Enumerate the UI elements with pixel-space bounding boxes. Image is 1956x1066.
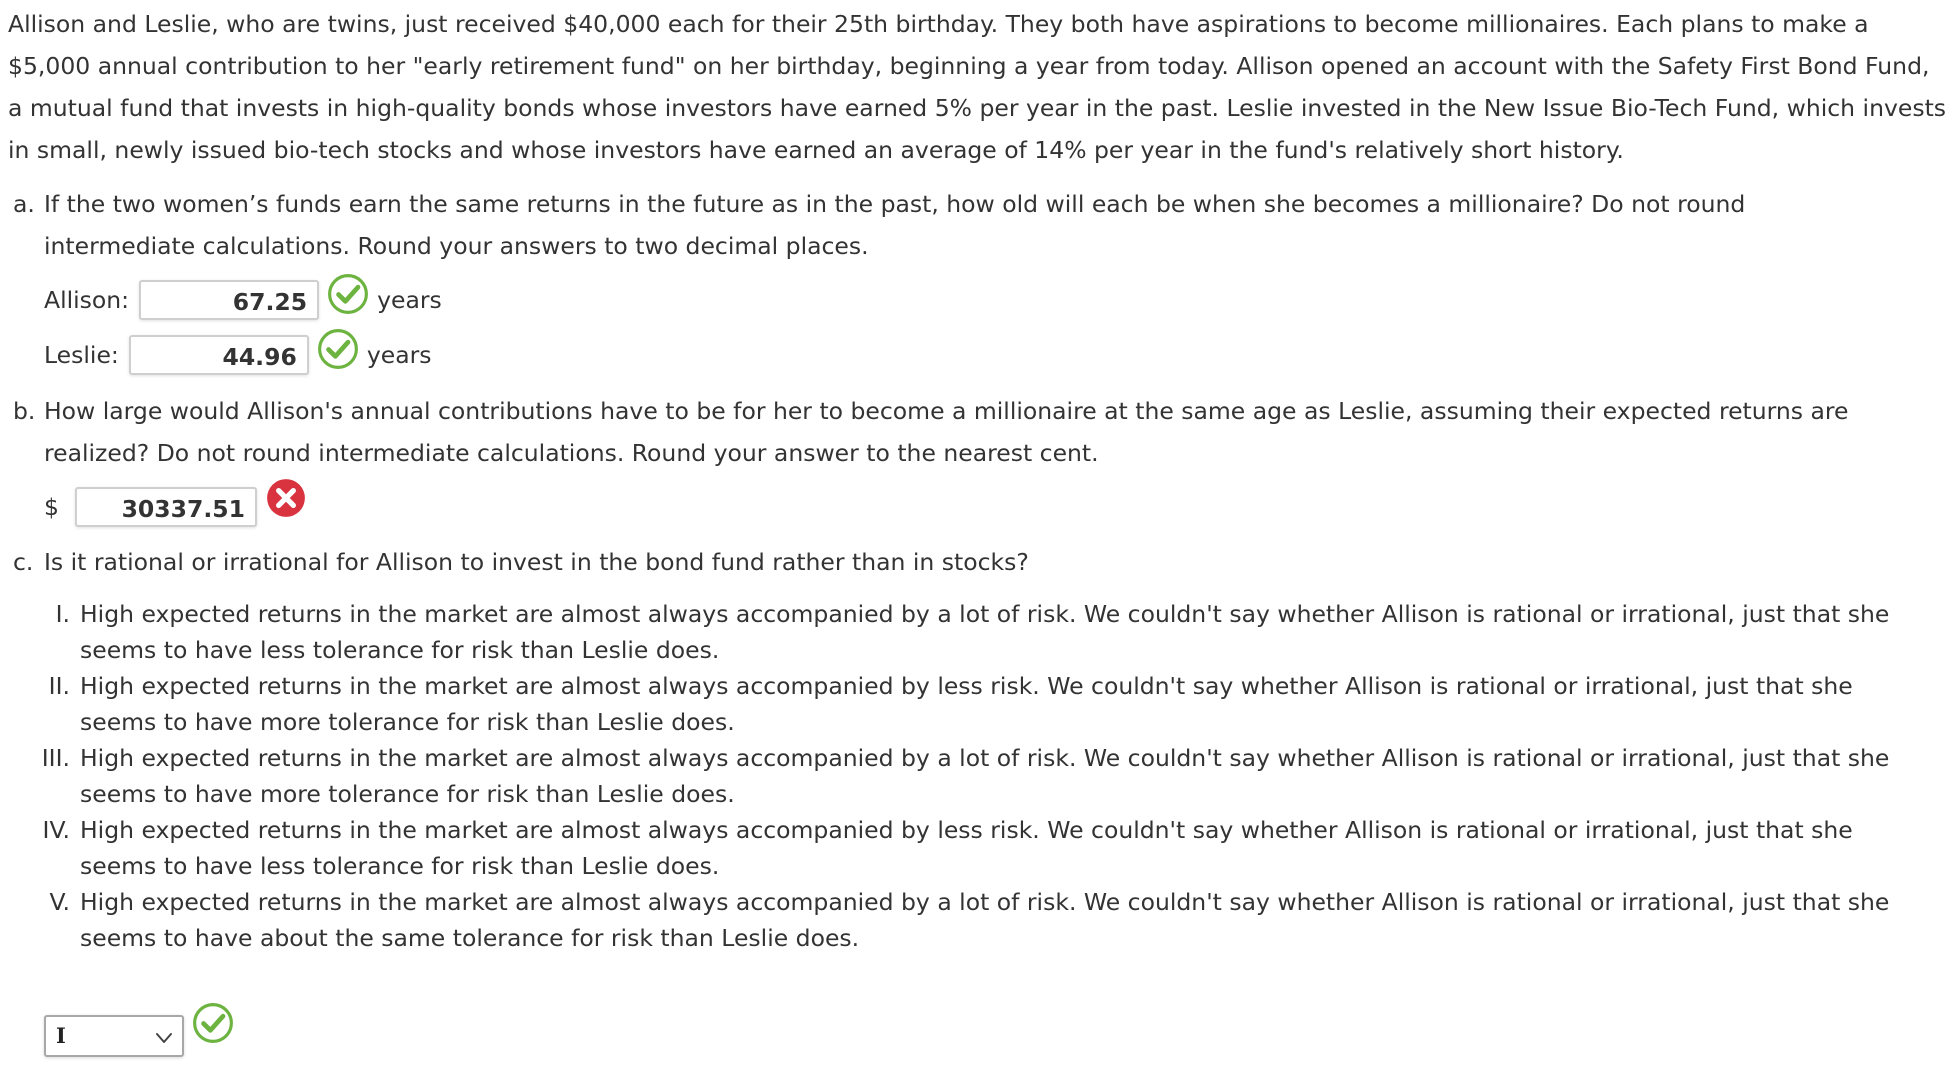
part-a-label: a. <box>13 190 35 218</box>
allison-age-input[interactable]: 67.25 <box>139 280 319 320</box>
allison-label: Allison: <box>44 286 130 314</box>
currency-symbol: $ <box>44 493 59 521</box>
option-number: I. <box>55 600 70 628</box>
part-b-question <box>13 390 1849 432</box>
option-item <box>0 884 1956 956</box>
option-text-line2: seems to have more tolerance for risk than Leslie does. <box>80 708 735 736</box>
check-circle-icon <box>192 1002 234 1044</box>
contribution-answer-row <box>44 486 307 528</box>
leslie-label: Leslie: <box>44 341 119 369</box>
option-text-line2: seems to have less tolerance for risk than Leslie does. <box>80 852 720 880</box>
part-c-text: Is it rational or irrational for Allison to invest in the bond fund rather than in stocks? <box>44 548 1029 576</box>
option-text-line1: High expected returns in the market are almost always accompanied by less risk. We couldn't say whether Allison is rational or irrational, just that she <box>80 672 1853 700</box>
option-item <box>0 740 1956 812</box>
part-b-label: b. <box>13 397 36 425</box>
part-a-text-line1: If the two women’s funds earn the same returns in the future as in the past, how old will each be when she becomes a millionaire? Do not round <box>44 190 1746 218</box>
option-text-line1: High expected returns in the market are almost always accompanied by less risk. We couldn't say whether Allison is rational or irrational, just that she <box>80 816 1853 844</box>
part-b-text-line1: How large would Allison's annual contributions have to be for her to become a millionaire at the same age as Leslie, assuming their expected returns are <box>44 397 1849 425</box>
part-a-question <box>13 183 1745 225</box>
problem-statement: Allison and Leslie, who are twins, just received $40,000 each for their 25th birthday. They both have aspirations to become millionaires. Each plans to make a $5,000 annual contribution to her "early retirement fund" on her birthday, beginning a year from today. Allison opened an account with the Safety First Bond Fund, a mutual fund that invests in high-quality bonds whose investors have earned 5% per year in the past. Leslie invested in the New Issue Bio-Tech Fund, which invests in small, newly issued bio-tech stocks and whose investors have earned an average of 14% per year in the fund's relatively short history. <box>8 10 1947 164</box>
option-text-line1: High expected returns in the market are almost always accompanied by a lot of risk. We couldn't say whether Allison is rational or irrational, just that she <box>80 600 1890 628</box>
answer-select[interactable] <box>44 1015 184 1057</box>
option-number: IV. <box>42 816 70 844</box>
allison-answer-row <box>44 279 442 321</box>
part-a-text-line2: intermediate calculations. Round your answers to two decimal places. <box>44 232 869 260</box>
check-circle-icon <box>327 273 369 315</box>
option-item <box>0 812 1956 884</box>
option-number: III. <box>41 744 70 772</box>
option-text-line1: High expected returns in the market are almost always accompanied by a lot of risk. We couldn't say whether Allison is rational or irrational, just that she <box>80 888 1890 916</box>
allison-unit: years <box>377 286 442 314</box>
option-text-line2: seems to have less tolerance for risk than Leslie does. <box>80 636 720 664</box>
contribution-input[interactable]: 30337.51 <box>75 487 257 527</box>
option-text-line2: seems to have about the same tolerance for risk than Leslie does. <box>80 924 860 952</box>
option-text-line1: High expected returns in the market are almost always accompanied by a lot of risk. We couldn't say whether Allison is rational or irrational, just that she <box>80 744 1890 772</box>
part-c-label: c. <box>13 548 34 576</box>
selected-option: I <box>56 1023 66 1048</box>
leslie-unit: years <box>366 341 432 369</box>
option-item <box>0 596 1956 668</box>
x-circle-icon <box>265 477 307 519</box>
option-text-line2: seems to have more tolerance for risk than Leslie does. <box>80 780 735 808</box>
chevron-down-icon <box>154 1026 174 1046</box>
check-circle-icon <box>317 328 359 370</box>
part-c-question <box>13 541 1029 583</box>
option-number: II. <box>48 672 70 700</box>
leslie-age-input[interactable]: 44.96 <box>129 335 309 375</box>
option-number: V. <box>49 888 70 916</box>
leslie-answer-row <box>44 334 432 376</box>
option-item <box>0 668 1956 740</box>
part-b-text-line2: realized? Do not round intermediate calculations. Round your answer to the nearest cent. <box>44 439 1099 467</box>
